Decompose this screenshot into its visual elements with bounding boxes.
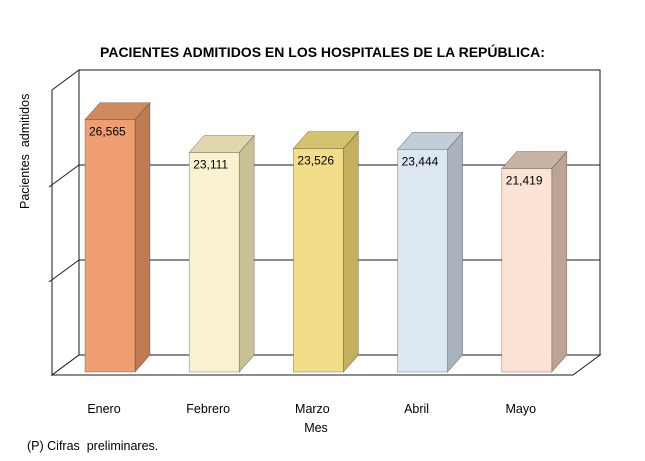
footnote: (P) Cifras preliminares. [27,439,159,453]
value-label: 26,565 [89,124,126,139]
bar-abril [398,149,448,372]
category-label-abril: Abril [404,402,430,416]
bar-mayo-side [552,152,567,372]
chart-title-line1: PACIENTES ADMITIDOS EN LOS HOSPITALES DE LA REPÚBLICA: [100,44,545,60]
bar-febrero-side [239,135,254,372]
category-label-mayo: Mayo [505,402,537,416]
category-label-febrero: Febrero [186,402,231,416]
x-axis-label: Mes [304,421,328,435]
bar-abril-side [448,132,463,372]
bar-febrero [189,152,239,372]
value-label: 23,111 [193,157,229,172]
bar-enero [85,120,135,372]
bar-enero-side [135,103,150,372]
value-label: 23,526 [297,153,335,168]
category-label-marzo: Marzo [295,402,330,416]
bar-marzo [293,149,343,372]
category-label-enero: Enero [87,402,121,416]
left-wall [52,70,79,375]
value-label: 21,419 [505,173,543,188]
bar-marzo-side [343,132,358,372]
page-root: PACIENTES ADMITIDOS EN LOS HOSPITALES DE LA REPÚBLICA: Pacientes admitidos 26,565 Enero 23,111 Febrero 23,526 Marzo 23,444 Abril 21,419 Mayo Mes (P) Cifras preliminares. [0,0,645,461]
bar-mayo [502,169,552,372]
value-label: 23,444 [401,154,439,169]
